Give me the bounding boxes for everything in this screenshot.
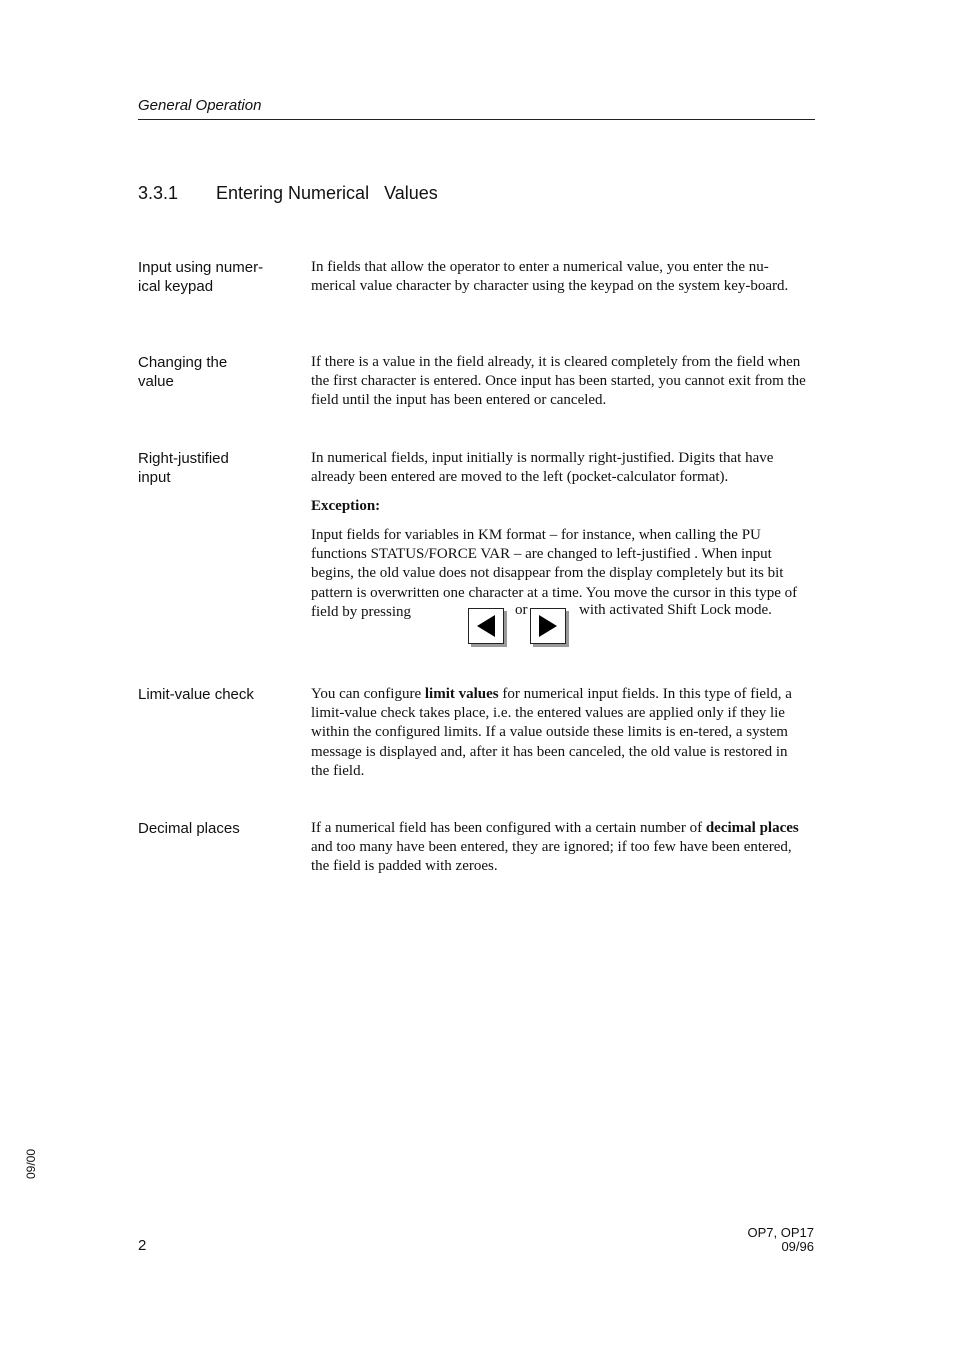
text-segment: and too many have been entered, they are ignored; if too few have been entered, the field is padded with zeroes. [311, 839, 792, 875]
label-decimal-places [138, 819, 288, 838]
paragraph-text: If there is a value in the field already, it is cleared completely from the field when the first character is entered. Once input has been started, you cannot exit from the field until the input has been entered or canceled. [311, 354, 806, 409]
paragraph-text: In fields that allow the operator to enter a numerical value, you enter the nu-merical value character by character using the keypad on the system key-board. [311, 259, 789, 295]
side-date-text: 09/00 [24, 1148, 39, 1180]
paragraph-input-using-keypad [311, 258, 807, 296]
label-line: value [138, 373, 174, 390]
footer-product: OP7, OP17 [747, 1225, 814, 1240]
label-limit-value-check [138, 685, 288, 704]
arrow-left-icon [475, 614, 497, 638]
label-right-justified [138, 449, 288, 487]
arrow-right-key [530, 608, 566, 644]
label-changing-value [138, 353, 288, 391]
label-line: Input using numer- [138, 259, 264, 276]
text-segment: You can configure [311, 686, 425, 702]
footer-date: 09/96 [781, 1239, 814, 1254]
text-segment: for numerical input fields. In this type of field, a limit-value check takes place, i.e. the entered values are applied only if they lie within the configured limits. If a value outside these limits is en-tered, a system message is displayed and, after it has been canceled, the old value is restored in the field. [311, 686, 792, 779]
exception-text: Input fields for variables in KM format – for instance, when calling the PU functions STATUS/FORCE VAR – are changed to left-justified . When input begins, the old value does not disappear from the display completely but its bit pattern is overwritten one character at a time. You move the cursor in this type of field by pressing [311, 527, 798, 620]
label-line: input [138, 469, 171, 486]
page-number: 2 [138, 1237, 147, 1254]
running-header [138, 97, 815, 120]
paragraph-text: In numerical fields, input initially is normally right-justified. Digits that have already been entered are moved to the left (pocket-calculator format). [311, 450, 774, 486]
bold-term: limit values [424, 686, 499, 702]
header-title: General Operation [138, 97, 262, 114]
after-keys-text: with activated Shift Lock mode. [579, 602, 772, 618]
arrow-right-icon [537, 614, 559, 638]
or-word: or [515, 602, 528, 618]
paragraph-right-justified [311, 449, 807, 487]
label-line: Limit-value check [138, 686, 254, 703]
section-title: Entering Numerical Values [216, 183, 438, 203]
bold-term: decimal places [705, 820, 799, 836]
section-number: 3.3.1 [138, 183, 179, 203]
exception-heading-text: Exception: [311, 498, 381, 514]
arrow-left-key [468, 608, 504, 644]
label-input-using-keypad [138, 258, 288, 296]
footer-product-info [748, 1226, 814, 1254]
label-line: ical keypad [138, 278, 214, 295]
text-segment: If a numerical field has been configured with a certain number of [311, 820, 706, 836]
label-line: Decimal places [138, 820, 240, 837]
paragraph-limit-value-check [311, 685, 807, 781]
label-line: Changing the [138, 354, 228, 371]
side-date [24, 1145, 44, 1185]
paragraph-decimal-places [311, 819, 807, 877]
paragraph-changing-value [311, 353, 807, 411]
exception-heading [311, 497, 807, 516]
section-heading [138, 183, 438, 204]
label-line: Right-justified [138, 450, 229, 467]
